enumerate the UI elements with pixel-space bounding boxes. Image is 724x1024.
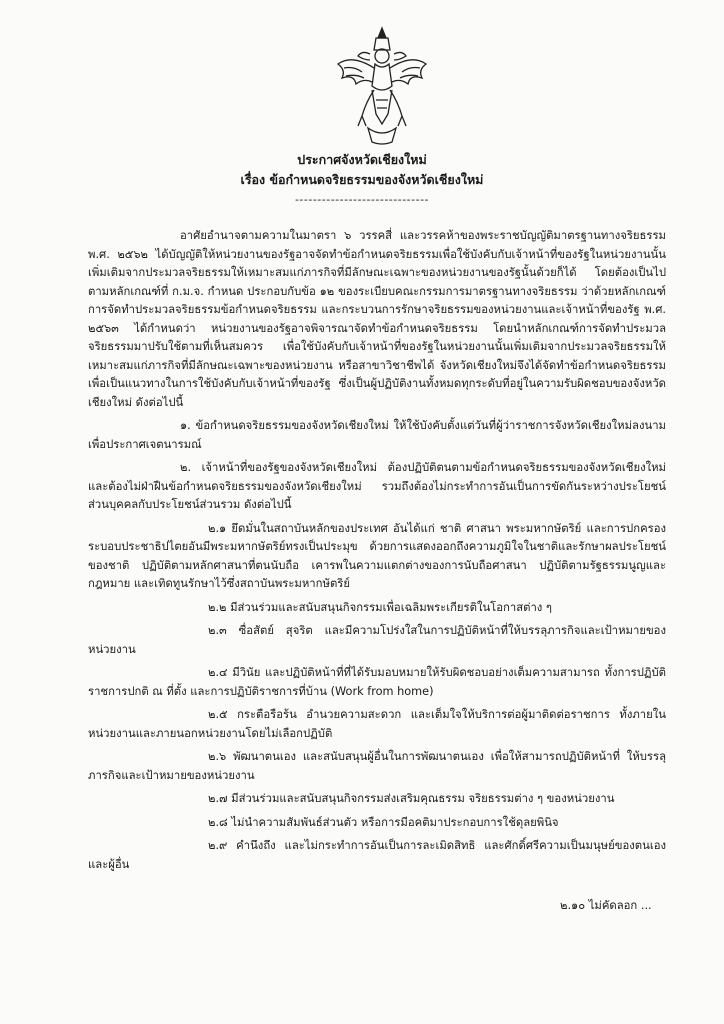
- clause-2-4: ๒.๔ มีวินัย และปฏิบัติหน้าที่ที่ได้รับมอบหมายให้รับผิดชอบอย่างเต็มความสามารถ ทั้งการปฏิบัติราชการปกติ ณ ที่ตั้ง และการปฏิบัติราชการที่บ้าน (Work from home): [88, 666, 666, 698]
- clause-2-6: ๒.๖ พัฒนาตนเอง และสนับสนุนผู้อื่นในการพัฒนาตนเอง เพื่อให้สามารถปฏิบัติหน้าที่ ให้บรรลุภารกิจและเป้าหมายของหน่วยงาน: [88, 750, 666, 782]
- issuer-title: ประกาศจังหวัดเชียงใหม่: [297, 152, 427, 167]
- preamble-paragraph: อาศัยอำนาจตามความในมาตรา ๖ วรรคสี่ และวรรคห้าของพระราชบัญญัติมาตรฐานทางจริยธรรม พ.ศ. ๒๕๖๒ ได้บัญญัติให้หน่วยงานของรัฐอาจจัดทำข้อกำหนดจริยธรรมเพื่อใช้บังคับกับเจ้าหน้าที่ของรัฐในหน่วยงานนั้นเพิ่มเติมจากประมวลจริยธรรมให้เหมาะสมแก่ภารกิจที่มีลักษณะเฉพาะของหน่วยงานของรัฐนั้นด้วยก็ได้ โดยต้องเป็นไปตามหลักเกณฑ์ที่ ก.ม.จ. กำหนด ประกอบกับข้อ ๑๒ ของระเบียบคณะกรรมการมาตรฐานทางจริยธรรม ว่าด้วยหลักเกณฑ์การจัดทำประมวลจริยธรรมข้อกำหนดจริยธรรม และกระบวนการรักษาจริยธรรมของหน่วยงานและเจ้าหน้าที่ของรัฐ พ.ศ. ๒๕๖๓ ได้กำหนดว่า หน่วยงานของรัฐอาจพิจารณาจัดทำข้อกำหนดจริยธรรม โดยนำหลักเกณฑ์การจัดทำประมวลจริยธรรมมาปรับใช้ตามที่เห็นสมควร เพื่อใช้บังคับกับเจ้าหน้าที่ของรัฐในหน่วยงานนั้นเพิ่มเติมจากประมวลจริยธรรมให้เหมาะสมแก่ภารกิจที่มีลักษณะเฉพาะของหน่วยงาน หรือสาขาวิชาชีพได้ จังหวัดเชียงใหม่จึงได้จัดทำข้อกำหนดจริยธรรม เพื่อเป็นแนวทางในการใช้บังคับกับเจ้าหน้าที่ของรัฐ ซึ่งเป็นผู้ปฏิบัติงานทั้งหมดทุกระดับที่อยู่ในความรับผิดชอบของจังหวัดเชียงใหม่ ดังต่อไปนี้: [88, 229, 666, 409]
- garuda-emblem-icon: [332, 24, 432, 146]
- clause-2-5: ๒.๕ กระตือรือร้น อำนวยความสะดวก และเต็มใจให้บริการต่อผู้มาติดต่อราชการ ทั้งภายในหน่วยงานและภายนอกหน่วยงานโดยไม่เลือกปฏิบัติ: [88, 708, 666, 740]
- continuation-note: ๒.๑๐ ไม่คัดลอก ...: [560, 899, 652, 912]
- subject-heading: เรื่อง ข้อกำหนดจริยธรรมของจังหวัดเชียงใหม่: [240, 172, 484, 187]
- document-body: [88, 227, 666, 879]
- clause-2-9: ๒.๙ คำนึงถึง และไม่กระทำการอันเป็นการละเมิดสิทธิ และศักดิ์ศรีความเป็นมนุษย์ของตนเอง และผู้อื่น: [88, 839, 666, 871]
- clause-2-8: ๒.๘ ไม่นำความสัมพันธ์ส่วนตัว หรือการมีอคติมาประกอบการใช้ดุลยพินิจ: [208, 815, 559, 829]
- clause-2: ๒. เจ้าหน้าที่ของรัฐของจังหวัดเชียงใหม่ ต้องปฏิบัติตนตามข้อกำหนดจริยธรรมของจังหวัดเชียงใหม่ และต้องไม่ฝ่าฝืนข้อกำหนดจริยธรรมของจังหวัดเชียงใหม่ รวมถึงต้องไม่กระทำการอันเป็นการขัดกันระหว่างประโยชน์ส่วนบุคคลกับประโยชน์ส่วนรวม ดังต่อไปนี้: [88, 461, 666, 511]
- clause-2-3: ๒.๓ ซื่อสัตย์ สุจริต และมีความโปร่งใสในการปฏิบัติหน้าที่ให้บรรลุภารกิจและเป้าหมายของหน่วยงาน: [88, 624, 666, 656]
- divider: ------------------------------: [294, 193, 430, 206]
- clause-2-2: ๒.๒ มีส่วนร่วมและสนับสนุนกิจกรรมเพื่อเฉลิมพระเกียรติในโอกาสต่าง ๆ: [208, 600, 552, 614]
- clause-1: ๑. ข้อกำหนดจริยธรรมของจังหวัดเชียงใหม่ ให้ใช้บังคับตั้งแต่วันที่ผู้ว่าราชการจังหวัดเชียงใหม่ลงนามเพื่อประกาศเจตนารมณ์: [88, 419, 666, 451]
- clause-2-1: ๒.๑ ยึดมั่นในสถาบันหลักของประเทศ อันได้แก่ ชาติ ศาสนา พระมหากษัตริย์ และการปกครองระบอบประชาธิปไตยอันมีพระมหากษัตริย์ทรงเป็นประมุข ด้วยการแสดงออกถึงความภูมิใจในชาติและรักษาผลประโยชน์ของชาติ ปฏิบัติตามหลักศาสนาที่ตนนับถือ เคารพในความแตกต่างของการนับถือศาสนา ปฏิบัติตามรัฐธรรมนูญและกฎหมาย และเทิดทูนรักษาไว้ซึ่งสถาบันพระมหากษัตริย์: [88, 521, 666, 590]
- clause-2-7: ๒.๗ มีส่วนร่วมและสนับสนุนกิจกรรมส่งเสริมคุณธรรม จริยธรรมต่าง ๆ ของหน่วยงาน: [208, 792, 615, 805]
